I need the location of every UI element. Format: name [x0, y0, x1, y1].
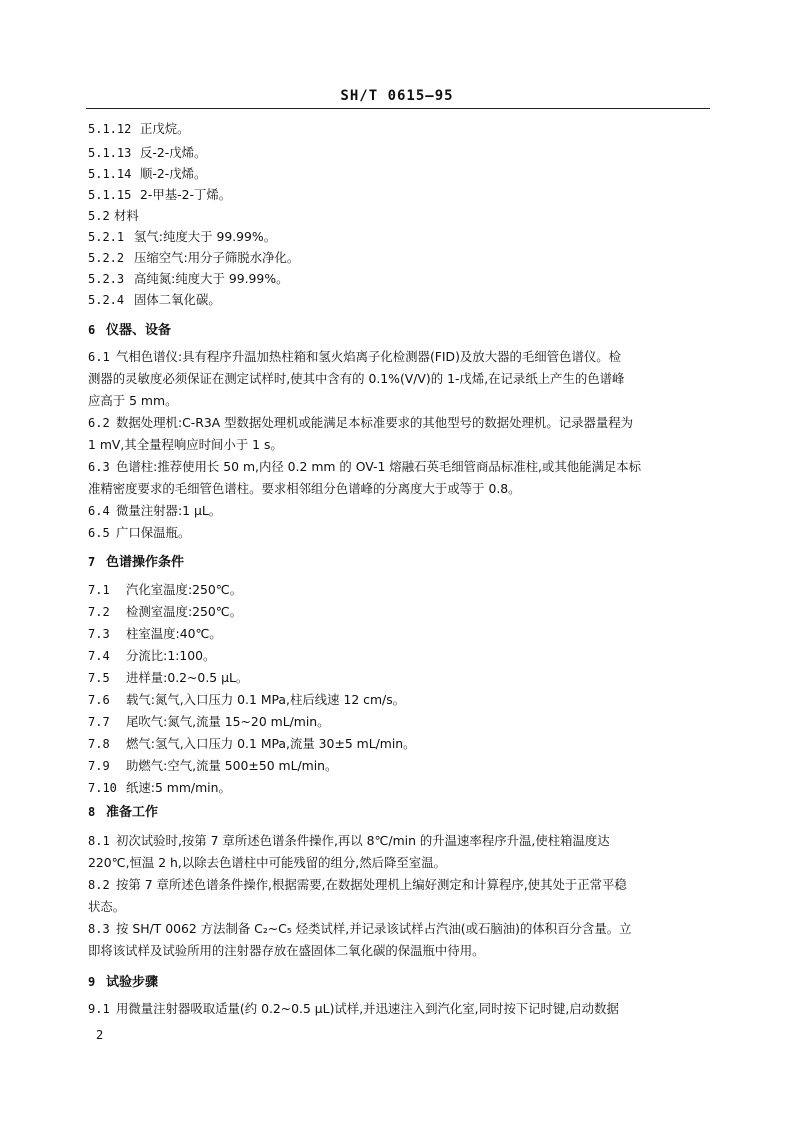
paragraph-line: 初次试验时,按第 7 章所述色谱条件操作,再以 8℃/min 的升温速率程序升温,使柱箱温度达 — [116, 833, 610, 848]
list-item — [88, 758, 712, 774]
clause-text: 汽化室温度:250℃。 — [126, 582, 243, 597]
section-number: 8 — [88, 805, 96, 819]
clause-number: 5.2.4 — [88, 293, 125, 307]
paragraph-line: 状态。 — [88, 899, 126, 914]
clause-number: 6.2 — [88, 416, 110, 430]
list-item — [88, 187, 712, 203]
list-item — [88, 582, 712, 598]
paragraph — [88, 998, 712, 1020]
section-number: 6 — [88, 323, 96, 337]
paragraph — [88, 500, 712, 522]
paragraph-line: 按 SH/T 0062 方法制备 C₂~C₅ 烃类试样,并记录该试样占汽油(或石脑油)的体积百分含量。立 — [116, 921, 632, 936]
list-item — [88, 166, 712, 182]
clause-text: 分流比:1:100。 — [126, 648, 216, 663]
section-number: 9 — [88, 975, 96, 989]
paragraph — [88, 412, 712, 456]
section-number: 7 — [88, 555, 96, 569]
clause-text: 尾吹气:氮气,流量 15~20 mL/min。 — [126, 714, 330, 729]
paragraph-line: 色谱柱:推荐使用长 50 m,内径 0.2 mm 的 OV-1 熔融石英毛细管商品标准柱,或其他能满足本标 — [116, 459, 642, 474]
paragraph-line: 按第 7 章所述色谱条件操作,根据需要,在数据处理机上编好测定和计算程序,使其处于正常平稳 — [116, 877, 627, 892]
clause-text: 进样量:0.2~0.5 μL。 — [126, 670, 249, 685]
paragraph-line: 广口保温瓶。 — [116, 525, 191, 540]
paragraph-line: 220℃,恒温 2 h,以除去色谱柱中可能残留的组分,然后降至室温。 — [88, 855, 446, 870]
paragraph-line: 准精密度要求的毛细管色谱柱。要求相邻组分色谱峰的分离度大于或等于 0.8。 — [88, 481, 521, 496]
paragraph-line: 1 mV,其全量程响应时间小于 1 s。 — [88, 437, 283, 452]
clause-number: 5.1.14 — [88, 167, 132, 181]
clause-text: 载气:氮气,入口压力 0.1 MPa,柱后线速 12 cm/s。 — [126, 692, 406, 707]
section-title: 试验步骤 — [106, 975, 159, 990]
clause-number: 9.1 — [88, 1002, 110, 1016]
clause-number: 7.3 — [88, 627, 110, 641]
clause-number: 5.2.3 — [88, 272, 125, 286]
section-title: 仪器、设备 — [106, 323, 172, 338]
list-item — [88, 670, 712, 686]
section-heading — [88, 554, 184, 571]
list-item — [88, 145, 712, 161]
clause-text: 2-甲基-2-丁烯。 — [140, 187, 232, 202]
clause-number: 6.1 — [88, 350, 110, 364]
clause-number: 7.8 — [88, 737, 110, 751]
clause-number: 5.2 — [88, 209, 110, 223]
paragraph — [88, 522, 712, 544]
clause-text: 检测室温度:250℃。 — [126, 604, 243, 619]
clause-text: 助燃气:空气,流量 500±50 mL/min。 — [126, 758, 338, 773]
subsection-heading — [88, 208, 712, 224]
section-heading — [88, 322, 171, 339]
list-item — [88, 780, 712, 796]
list-item — [88, 736, 712, 752]
clause-text: 纸速:5 mm/min。 — [126, 780, 231, 795]
clause-number: 7.4 — [88, 649, 110, 663]
paragraph — [88, 830, 712, 874]
clause-text: 压缩空气:用分子筛脱水净化。 — [134, 250, 300, 265]
paragraph — [88, 874, 712, 918]
clause-number: 5.1.12 — [88, 122, 132, 136]
section-title: 准备工作 — [106, 805, 159, 820]
list-item — [88, 271, 712, 287]
list-item — [88, 648, 712, 664]
clause-number: 6.5 — [88, 526, 110, 540]
clause-number: 8.2 — [88, 878, 110, 892]
list-item — [88, 626, 712, 642]
clause-number: 5.2.1 — [88, 230, 125, 244]
paragraph-line: 微量注射器:1 μL。 — [116, 503, 222, 518]
clause-number: 7.10 — [88, 781, 117, 795]
clause-number: 5.1.15 — [88, 188, 132, 202]
section-heading — [88, 974, 158, 991]
clause-text: 反-2-戊烯。 — [140, 145, 207, 160]
subsection-title: 材料 — [114, 208, 139, 223]
section-title: 色谱操作条件 — [106, 555, 185, 570]
clause-text: 高纯氮:纯度大于 99.99%。 — [134, 271, 289, 286]
paragraph-line: 用微量注射器吸取适量(约 0.2~0.5 μL)试样,并迅速注入到汽化室,同时按下记时键,启动数据 — [116, 1001, 619, 1016]
clause-text: 氢气:纯度大于 99.99%。 — [134, 229, 277, 244]
clause-text: 燃气:氢气,入口压力 0.1 MPa,流量 30±5 mL/min。 — [126, 736, 416, 751]
paragraph-line: 即将该试样及试验所用的注射器存放在盛固体二氧化碳的保温瓶中待用。 — [88, 943, 485, 958]
clause-number: 7.9 — [88, 759, 110, 773]
list-item — [88, 229, 712, 245]
list-item — [88, 250, 712, 266]
paragraph-line: 测器的灵敏度必须保证在测定试样时,使其中含有的 0.1%(V/V)的 1-戊烯,在记录纸上产生的色谱峰 — [88, 371, 625, 386]
section-heading — [88, 804, 158, 821]
paragraph — [88, 456, 712, 500]
clause-text: 固体二氧化碳。 — [134, 292, 221, 307]
clause-number: 6.4 — [88, 504, 110, 518]
clause-number: 7.5 — [88, 671, 110, 685]
clause-number: 7.7 — [88, 715, 110, 729]
clause-text: 柱室温度:40℃。 — [126, 626, 222, 641]
paragraph-line: 应高于 5 mm。 — [88, 393, 178, 408]
clause-number: 6.3 — [88, 460, 110, 474]
clause-number: 7.6 — [88, 693, 110, 707]
clause-number: 5.1.13 — [88, 146, 132, 160]
paragraph-line: 数据处理机:C-R3A 型数据处理机或能满足本标准要求的其他型号的数据处理机。记录器量程为 — [116, 415, 634, 430]
clause-number: 7.2 — [88, 605, 110, 619]
paragraph-line: 气相色谱仪:具有程序升温加热柱箱和氢火焰离子化检测器(FID)及放大器的毛细管色谱仪。检 — [116, 349, 622, 364]
clause-number: 8.3 — [88, 922, 110, 936]
list-item — [88, 604, 712, 620]
page-number: 2 — [96, 1028, 104, 1042]
paragraph — [88, 346, 712, 412]
standard-code-header: SH/T 0615—95 — [340, 88, 454, 104]
clause-number: 5.2.2 — [88, 251, 125, 265]
clause-number: 7.1 — [88, 583, 110, 597]
list-item — [88, 292, 712, 308]
clause-text: 正戊烷。 — [140, 121, 190, 136]
paragraph — [88, 918, 712, 962]
header-rule — [86, 108, 710, 109]
list-item — [88, 692, 712, 708]
list-item — [88, 714, 712, 730]
clause-text: 顺-2-戊烯。 — [140, 166, 207, 181]
list-item — [88, 121, 712, 137]
clause-number: 8.1 — [88, 834, 110, 848]
